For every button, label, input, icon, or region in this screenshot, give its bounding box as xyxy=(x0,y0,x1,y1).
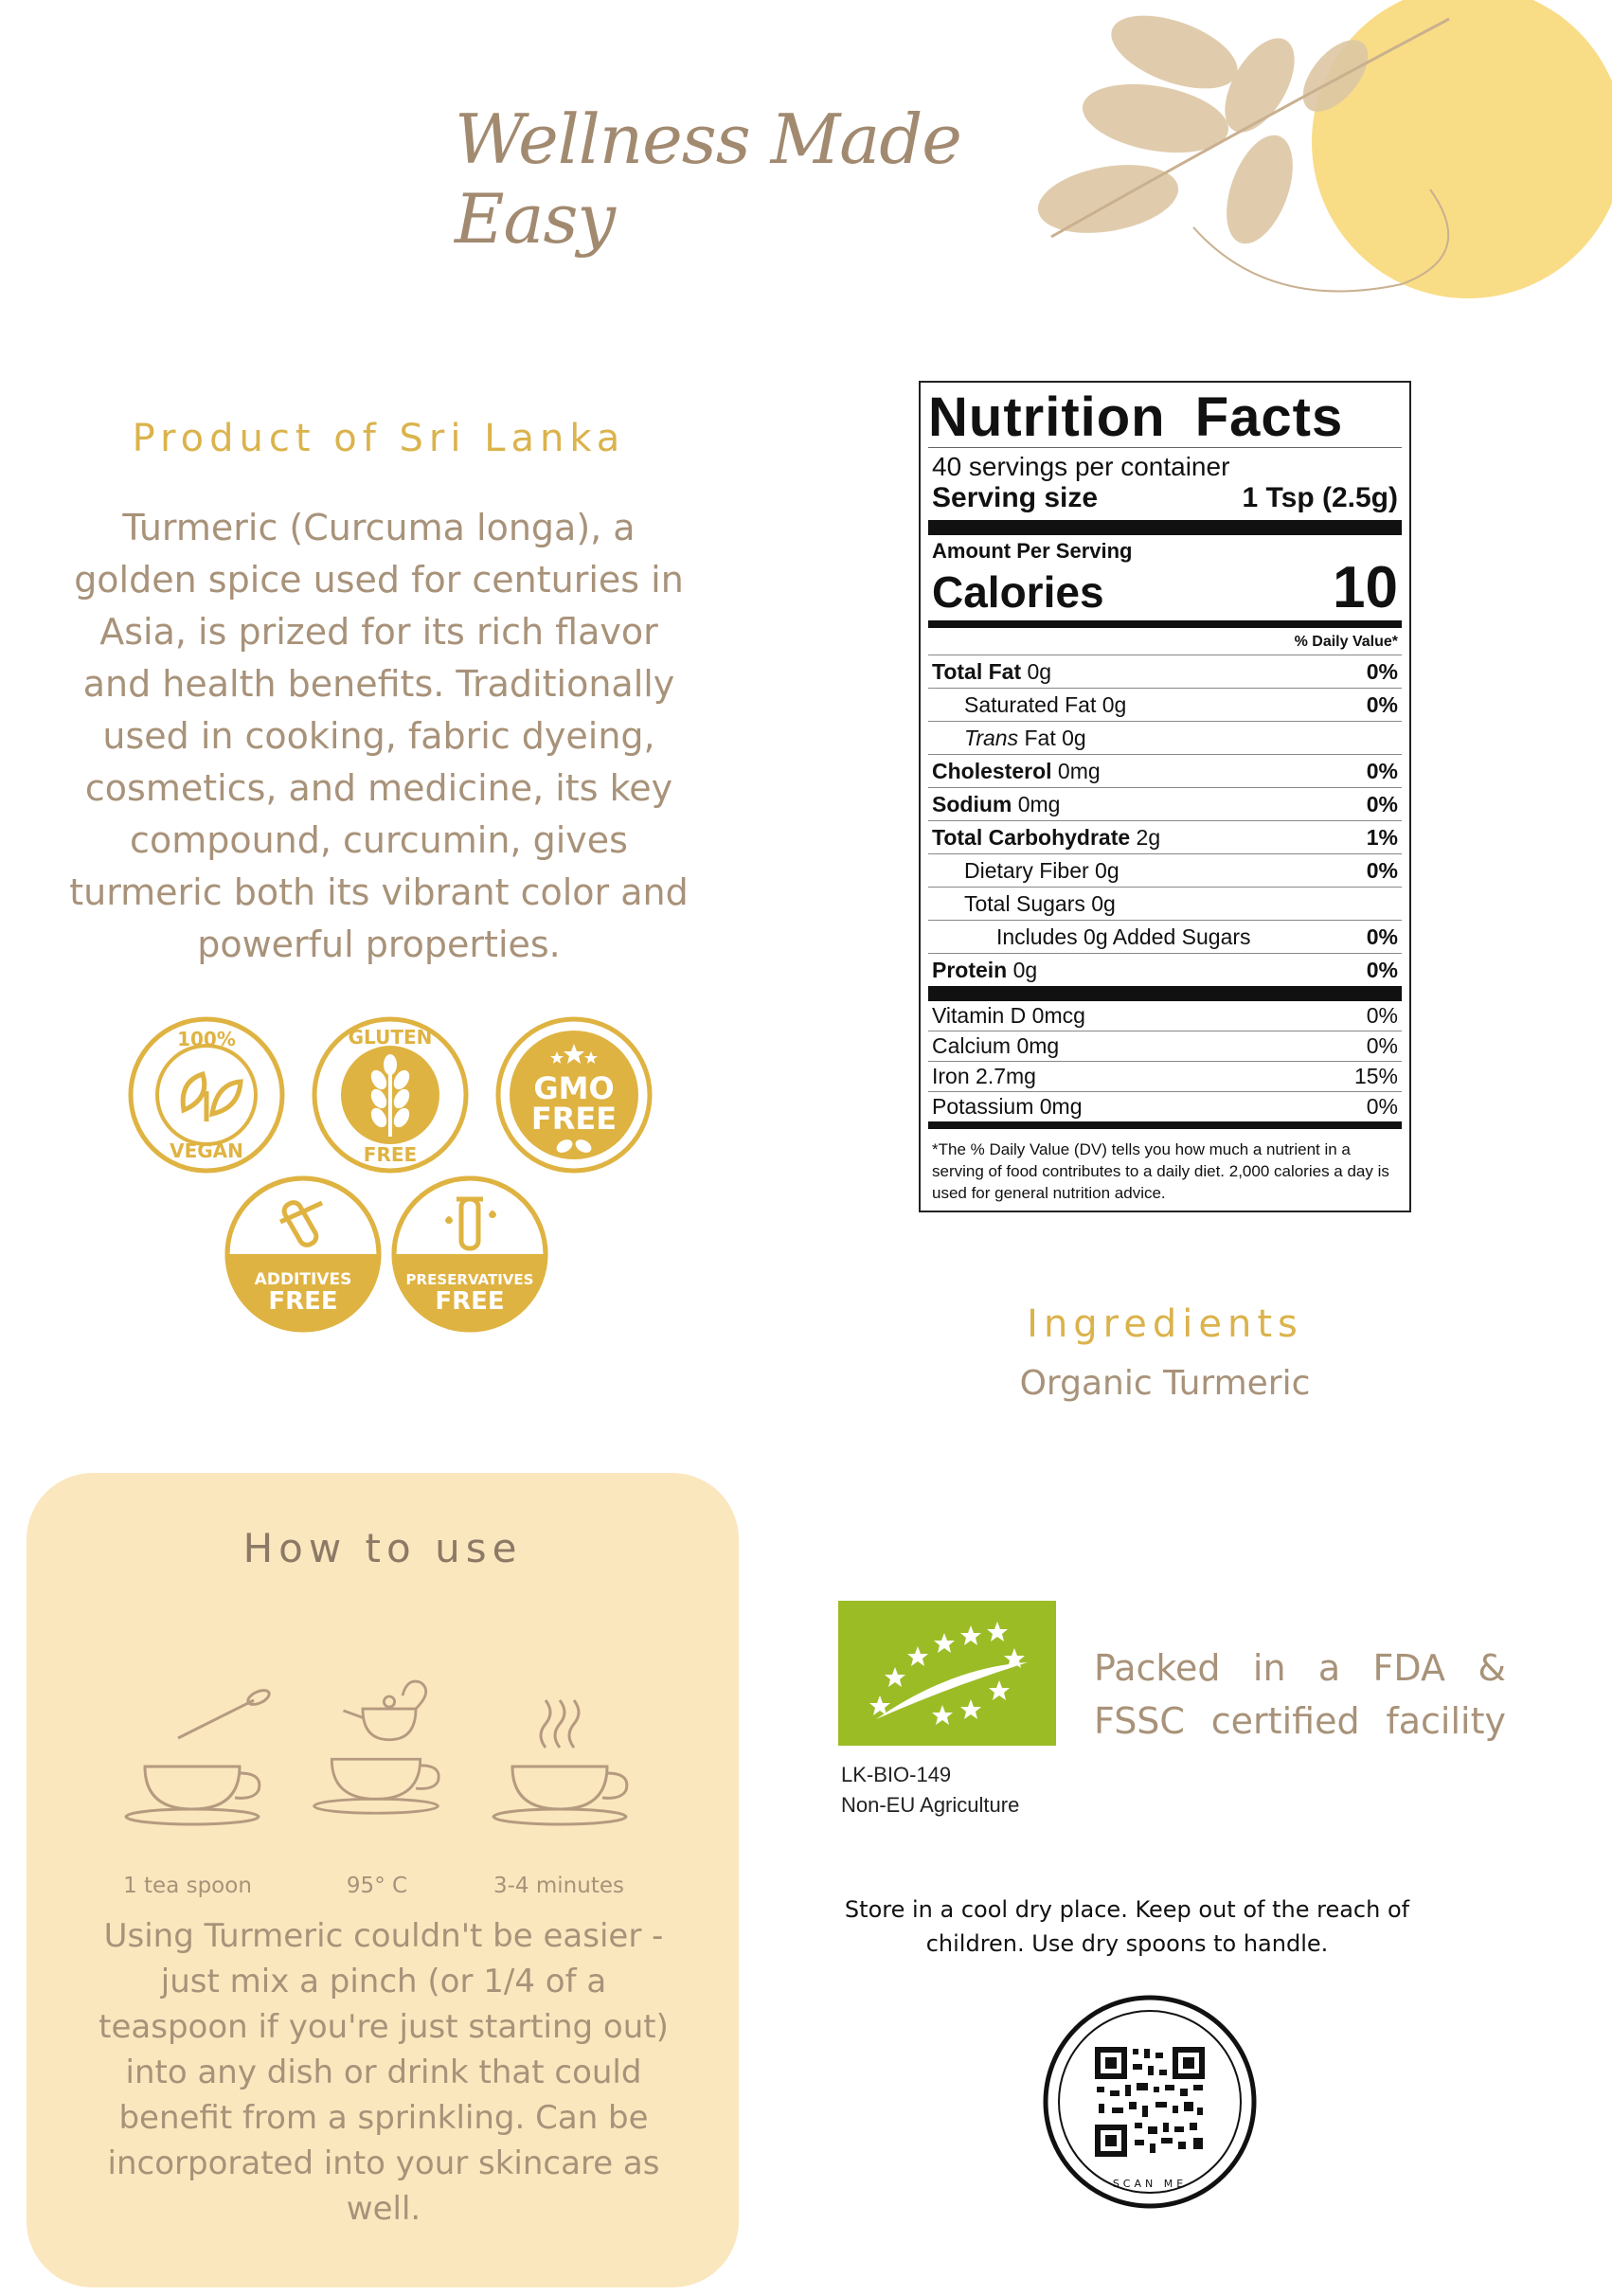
free-text: FREE xyxy=(530,1101,618,1137)
serving-size-value: 1 Tsp (2.5g) xyxy=(1242,482,1398,513)
qr-caption: SCAN ME xyxy=(1112,2178,1188,2190)
vitamin-row: Iron 2.7mg 15% xyxy=(928,1061,1402,1091)
step-label: 3-4 minutes xyxy=(493,1874,624,1898)
how-to-use-text: Using Turmeric couldn't be easier - just mix a pinch (or 1/4 of a teaspoon if you're just starting out) into any dish or drink that could benefit from a sprinkling. Can be incorporated into your skincare as well. xyxy=(99,1917,669,2228)
packed-facility-text: Packed in a FDA & FSSC certified facility xyxy=(1094,1647,1506,1742)
test-tube-dropper-icon xyxy=(280,1200,322,1248)
tagline: Wellness Made Easy xyxy=(455,99,961,259)
calories-label: Calories xyxy=(932,567,1104,617)
nutrition-facts-label xyxy=(919,381,1411,1212)
vitamin-row: Potassium 0mg 0% xyxy=(928,1091,1402,1121)
ingredients-heading: Ingredients xyxy=(1027,1302,1303,1346)
calories-row xyxy=(928,555,1402,620)
vitamin-row: Calcium 0mg 0% xyxy=(928,1031,1402,1061)
step-label: 1 tea spoon xyxy=(123,1874,252,1898)
preservatives-free-badge xyxy=(390,1175,549,1334)
vegan-leaf-icon xyxy=(183,1074,241,1121)
badge-bottom-text: FREE xyxy=(363,1143,418,1166)
ingredients-value: Organic Turmeric xyxy=(1019,1364,1311,1403)
servings-per-container: 40 servings per container xyxy=(932,452,1230,481)
additives-free-badge xyxy=(224,1175,383,1334)
how-to-use-heading: How to use xyxy=(242,1525,523,1571)
nutrient-row: Protein 0g 0% xyxy=(928,953,1402,986)
badge-bottom-text: VEGAN xyxy=(170,1139,243,1162)
gmo-text: GMO xyxy=(533,1070,615,1106)
nutrient-row: Total Sugars 0g xyxy=(928,887,1402,920)
additives-text: ADDITIVES xyxy=(254,1270,352,1289)
origin-heading: Product of Sri Lanka xyxy=(132,417,626,460)
eu-code-block xyxy=(841,1760,1019,1821)
badge-top-text: GLUTEN xyxy=(348,1026,433,1049)
decorative-leaves-illustration xyxy=(1023,0,1612,313)
test-tube-drops-icon xyxy=(457,1199,483,1248)
free-text: FREE xyxy=(435,1287,505,1316)
nutrient-row: Dietary Fiber 0g 0% xyxy=(928,853,1402,887)
qr-code[interactable] xyxy=(1042,1994,1258,2210)
steaming-cup-icon xyxy=(479,1667,640,1828)
nutrient-row: Total Fat 0g 0% xyxy=(928,655,1402,688)
nutrient-row: Includes 0g Added Sugars 0% xyxy=(928,920,1402,953)
badge-top-text: 100% xyxy=(177,1028,236,1050)
nutrition-title: Nutrition Facts xyxy=(928,386,1344,448)
spoon-cup-icon xyxy=(112,1667,273,1828)
nutrient-row: Trans Fat 0g xyxy=(928,721,1402,754)
serving-size-row xyxy=(928,482,1402,520)
nutrient-row: Cholesterol 0mg 0% xyxy=(928,754,1402,787)
daily-value-header: % Daily Value* xyxy=(1294,634,1398,650)
gmo-free-badge xyxy=(494,1015,654,1175)
eu-organic-logo xyxy=(838,1601,1056,1746)
amount-per-serving: Amount Per Serving xyxy=(932,539,1133,563)
eu-agriculture-origin: Non-EU Agriculture xyxy=(841,1793,1020,1817)
gluten-free-badge xyxy=(311,1015,470,1175)
eu-control-code: LK-BIO-149 xyxy=(841,1763,952,1786)
preservatives-text: PRESERVATIVES xyxy=(405,1271,534,1288)
serving-size-label: Serving size xyxy=(932,482,1099,513)
free-text: FREE xyxy=(268,1287,338,1316)
product-description: Turmeric (Curcuma longa), a golden spice used for centuries in Asia, is prized for its rich flavor and health benefits. Traditionally used in cooking, fabric dyeing, cosmetics, and medicine, its key compound, curcumin, gives turmeric both its vibrant color and powerful properties. xyxy=(69,507,689,965)
step-label: 95° C xyxy=(346,1874,408,1898)
teapot-cup-icon xyxy=(296,1656,457,1817)
daily-value-footnote: *The % Daily Value (DV) tells you how much a nutrient in a serving of food contributes to a daily diet. 2,000 calories a day is used for general nutrition advice. xyxy=(932,1140,1389,1202)
nutrient-row: Total Carbohydrate 2g 1% xyxy=(928,820,1402,853)
calories-value: 10 xyxy=(1333,555,1398,620)
nutrient-row: Sodium 0mg 0% xyxy=(928,787,1402,820)
storage-instructions: Store in a cool dry place. Keep out of the reach of children. Use dry spoons to handle. xyxy=(844,1896,1410,1957)
vitamin-row: Vitamin D 0mcg 0% xyxy=(932,1003,1398,1028)
nutrient-row: Saturated Fat 0g 0% xyxy=(928,688,1402,721)
vegan-badge xyxy=(127,1015,286,1175)
